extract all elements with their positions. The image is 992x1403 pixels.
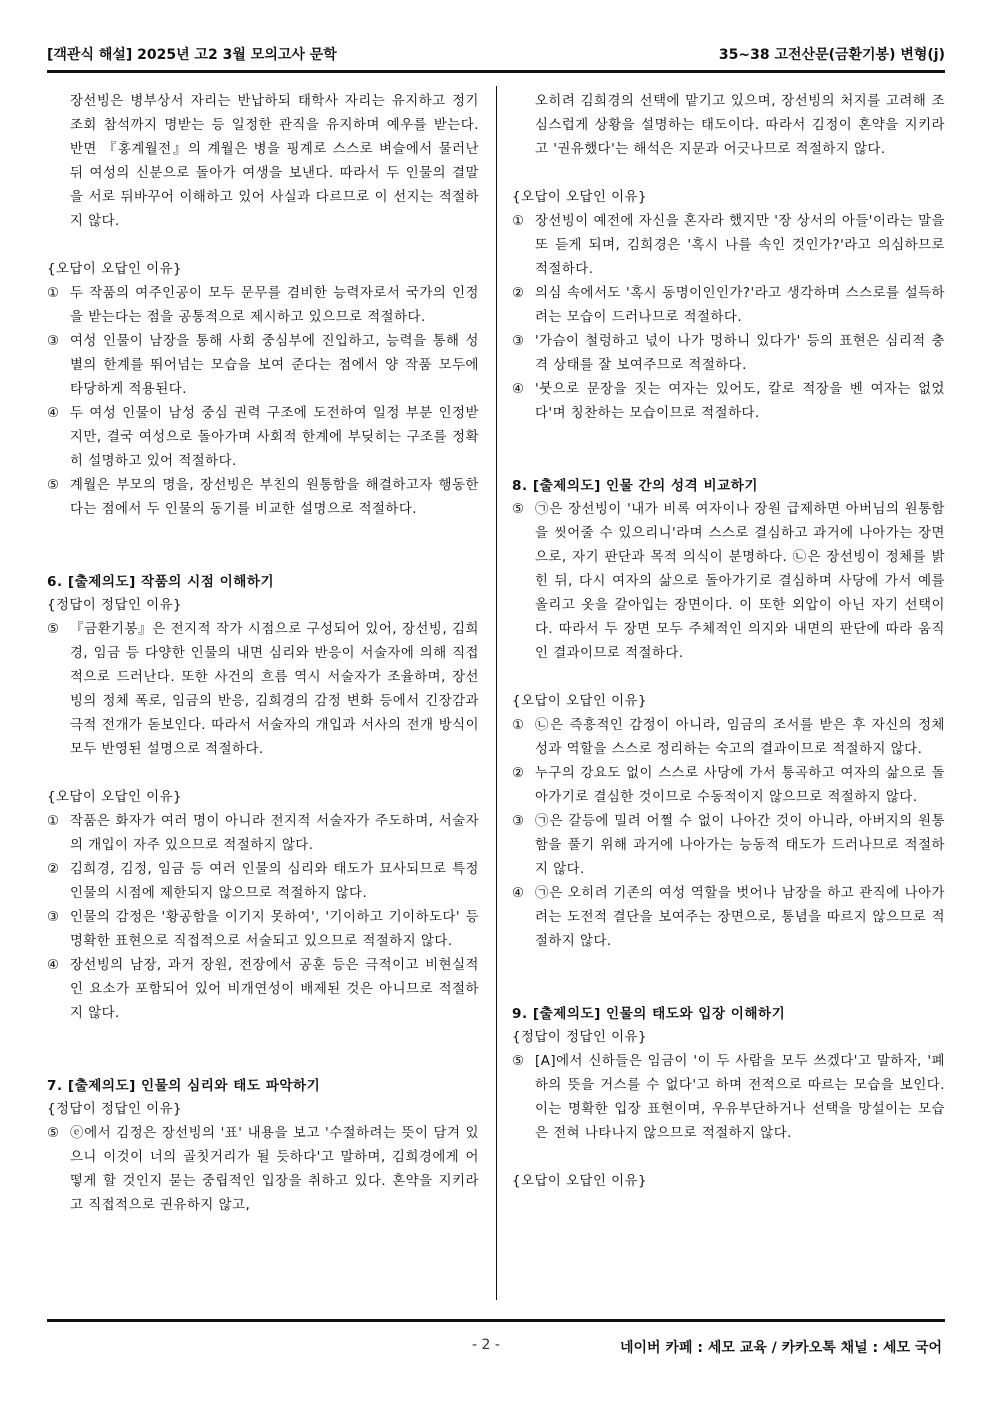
item-text: 누구의 강요도 없이 스스로 사당에 가서 통곡하고 여자의 삶으로 돌아가기로 결심한 것이므로 수동적이지 않으므로 적절하지 않다. <box>535 766 945 805</box>
wrong-answer-label: {오답이 오답인 이유} <box>47 262 183 277</box>
item-text: 계월은 부모의 명을, 장선빙은 부친의 원통함을 해결하고자 행동한다는 점에서 두 인물의 동기를 비교한 설명으로 적절하다. <box>70 478 479 517</box>
item-text: '붓으로 문장을 짓는 여자는 있어도, 칼로 적장을 벤 여자는 없었다'며 칭찬하는 모습이므로 적절하다. <box>535 382 945 421</box>
item-marker: ⑤ <box>512 1054 525 1069</box>
list-item <box>47 330 479 402</box>
list-item <box>47 810 479 858</box>
list-item <box>47 858 479 906</box>
item-text: ⓔ에서 김정은 장선빙의 '표' 내용을 보고 '수절하려는 뜻이 담겨 있으니 이것이 너의 골칫거리가 될 듯하다'고 말하며, 김희경에게 어떻게 할 것인지 묻는 중립적인 입장을 취하고 있다. 혼약을 지키라고 직접적으로 권유하지 않고, <box>70 1126 479 1213</box>
item-text: 『금환기봉』은 전지적 작가 시점으로 구성되어 있어, 장선빙, 김희경, 임금 등 다양한 인물의 내면 심리와 반응이 서술자에 의해 직접적으로 드러난다. 또한 사건의 흐름 역시 서술자가 조율하며, 장선빙의 정체 폭로, 임금의 반응, 김희경의 감정 변화 등에서 긴장감과 극적 전개가 돋보인다. 따라서 서술자의 개입과 서사의 전개 방식이 모두 반영된 설명으로 적절하다. <box>70 622 479 757</box>
page-header <box>47 44 945 66</box>
item-text: ㉠은 오히려 기존의 여성 역할을 벗어나 남장을 하고 관직에 나아가려는 도전적 결단을 보여주는 장면으로, 통념을 따르지 않으므로 적절하지 않다. <box>535 886 945 949</box>
item-text: 김희경, 김정, 임금 등 여러 인물의 심리와 태도가 묘사되므로 특정 인물의 시점에 제한되지 않으므로 적절하지 않다. <box>70 862 479 901</box>
list-item <box>47 618 479 762</box>
item-marker: ③ <box>512 814 525 829</box>
item-text: 장선빙이 예전에 자신을 혼자라 했지만 '장 상서의 아들'이라는 말을 또 듣게 되며, 김희경은 '혹시 나를 속인 것인가?'라고 의심하므로 적절하다. <box>535 214 945 277</box>
list-item <box>512 1050 945 1146</box>
item-text: 의심 속에서도 '혹시 동명이인인가?'라고 생각하며 스스로를 설득하려는 모습이 드러나므로 적절하다. <box>535 286 945 325</box>
intro-paragraph: 장선빙은 병부상서 자리는 반납하되 태학사 자리는 유지하고 정기 조회 참석까지 명받는 등 일정한 관직을 유지하며 예우를 받는다. 반면 『홍계월전』의 계월은 병을 핑계로 스스로 벼슬에서 물러난 뒤 여성의 신분으로 돌아가 여생을 보낸다. 따라서 두 인물의 결말을 서로 뒤바꾸어 이해하고 있어 사실과 다르므로 이 선지는 적절하지 않다. <box>70 94 479 229</box>
wrong-answer-label: {오답이 오답인 이유} <box>512 1174 648 1189</box>
header-title: [객관식 해설] 2025년 고2 3월 모의고사 문학 <box>47 47 337 63</box>
header-rule <box>47 70 945 73</box>
list-item <box>512 882 945 954</box>
correct-answer-label: {정답이 정답인 이유} <box>512 1030 648 1045</box>
item-marker: ① <box>512 718 525 733</box>
list-item <box>47 282 479 330</box>
header-section: 35~38 고전산문(금환기봉) 변형(j) <box>718 47 945 63</box>
list-item <box>47 474 479 522</box>
continued-paragraph: 오히려 김희경의 선택에 맡기고 있으며, 장선빙의 처지를 고려해 조심스럽게 상황을 설명하는 태도이다. 따라서 김정이 혼약을 지키라고 '권유했다'는 해석은 지문과 어긋나므로 적절하지 않다. <box>535 94 945 157</box>
list-item <box>47 906 479 954</box>
list-item <box>512 330 945 378</box>
left-column <box>47 90 479 1218</box>
list-item <box>512 762 945 810</box>
item-marker: ① <box>47 814 60 829</box>
item-text: [A]에서 신하들은 임금이 '이 두 사람을 모두 쓰겠다'고 말하자, '폐하의 뜻을 거스를 수 없다'고 하며 전적으로 따르는 모습을 보인다. 이는 명확한 입장 표현이며, 우유부단하거나 선택을 망설이는 모습은 전혀 나타나지 않으므로 적절하지 않다. <box>535 1054 945 1141</box>
item-marker: ⑤ <box>47 478 60 493</box>
list-item <box>512 498 945 666</box>
item-text: 여성 인물이 남장을 통해 사회 중심부에 진입하고, 능력을 통해 성별의 한계를 뛰어넘는 모습을 보여 준다는 점에서 양 작품 모두에 타당하게 적용된다. <box>70 334 479 397</box>
item-text: '가슴이 철렁하고 넋이 나가 멍하니 있다가' 등의 표현은 심리적 충격 상태를 잘 보여주므로 적절하다. <box>535 334 945 373</box>
item-marker: ③ <box>47 910 60 925</box>
list-item <box>47 402 479 474</box>
item-marker: ④ <box>47 406 60 421</box>
item-marker: ⑤ <box>512 502 525 517</box>
item-marker: ④ <box>512 886 525 901</box>
item-marker: ② <box>512 766 525 781</box>
item-marker: ④ <box>47 958 60 973</box>
item-marker: ② <box>512 286 525 301</box>
correct-answer-label: {정답이 정답인 이유} <box>47 598 183 613</box>
wrong-answer-label: {오답이 오답인 이유} <box>512 694 648 709</box>
item-text: 두 여성 인물이 남성 중심 권력 구조에 도전하여 일정 부분 인정받지만, 결국 여성으로 돌아가며 사회적 한계에 부딪히는 구조를 정확히 설명하고 있어 적절하다. <box>70 406 479 469</box>
item-marker: ③ <box>47 334 60 349</box>
list-item <box>512 378 945 426</box>
column-divider <box>496 86 497 1300</box>
wrong-answer-label: {오답이 오답인 이유} <box>512 190 648 205</box>
question-9-title: 9. [출제의도] 인물의 태도와 입장 이해하기 <box>512 1006 786 1022</box>
question-8-title: 8. [출제의도] 인물 간의 성격 비교하기 <box>512 478 759 494</box>
item-marker: ④ <box>512 382 525 397</box>
right-column <box>512 90 945 1194</box>
correct-answer-label: {정답이 정답인 이유} <box>47 1102 183 1117</box>
item-marker: ① <box>512 214 525 229</box>
item-text: ㉠은 장선빙이 '내가 비록 여자이나 장원 급제하면 아버님의 원통함을 씻어줄 수 있으리니'라며 스스로 결심하고 과거에 나아가는 장면으로, 자기 판단과 목적 의식이 분명하다. ㉡은 장선빙이 정체를 밝힌 뒤, 다시 여자의 삶으로 돌아가기로 결심하며 사당에 가서 예를 올리고 옷을 갈아입는 장면이다. 이 또한 외압이 아닌 자기 선택이다. 따라서 두 장면 모두 주체적인 의지와 내면의 판단에 따라 움직인 결과이므로 적절하다. <box>535 502 945 661</box>
item-text: 장선빙의 남장, 과거 장원, 전장에서 공훈 등은 극적이고 비현실적인 요소가 포함되어 있어 비개연성이 배제된 것은 아니므로 적절하지 않다. <box>70 958 479 1021</box>
item-text: ㉠은 갈등에 밀려 어쩔 수 없이 나아간 것이 아니라, 아버지의 원통함을 풀기 위해 과거에 나아가는 능동적 태도가 드러나므로 적절하지 않다. <box>535 814 945 877</box>
footer-source: 네이버 카페 : 세모 교육 / 카카오톡 채널 : 세모 국어 <box>619 1340 942 1356</box>
item-text: 두 작품의 여주인공이 모두 문무를 겸비한 능력자로서 국가의 인정을 받는다는 점을 공통적으로 제시하고 있으므로 적절하다. <box>70 286 479 325</box>
item-text: ㉡은 즉흥적인 감정이 아니라, 임금의 조서를 받은 후 자신의 정체성과 역할을 스스로 정리하는 숙고의 결과이므로 적절하지 않다. <box>535 718 945 757</box>
list-item <box>47 1122 479 1218</box>
question-7-title: 7. [출제의도] 인물의 심리와 태도 파악하기 <box>47 1078 321 1094</box>
list-item <box>512 810 945 882</box>
list-item <box>512 714 945 762</box>
question-6-title: 6. [출제의도] 작품의 시점 이해하기 <box>47 574 275 590</box>
item-marker: ⑤ <box>47 622 60 637</box>
item-text: 인물의 감정은 '황공함을 이기지 못하여', '기이하고 기이하도다' 등 명확한 표현으로 직접적으로 서술되고 있으므로 적절하지 않다. <box>70 910 479 949</box>
list-item <box>512 282 945 330</box>
footer-rule <box>47 1319 945 1322</box>
item-text: 작품은 화자가 여러 명이 아니라 전지적 서술자가 주도하며, 서술자의 개입이 자주 있으므로 적절하지 않다. <box>70 814 479 853</box>
page-number: - 2 - <box>472 1337 500 1353</box>
item-marker: ① <box>47 286 60 301</box>
list-item <box>512 210 945 282</box>
wrong-answer-label: {오답이 오답인 이유} <box>47 790 183 805</box>
item-marker: ② <box>47 862 60 877</box>
item-marker: ③ <box>512 334 525 349</box>
list-item <box>47 954 479 1026</box>
item-marker: ⑤ <box>47 1126 60 1141</box>
